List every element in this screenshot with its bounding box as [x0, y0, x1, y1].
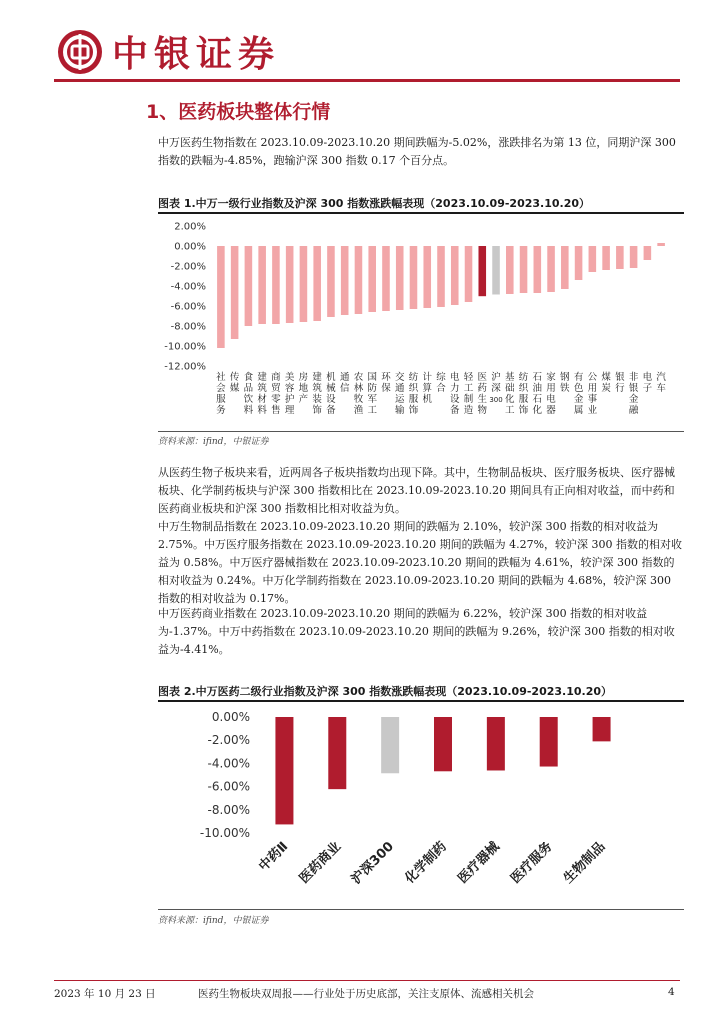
y-tick-label: -12.00%	[164, 361, 206, 373]
bar-中药Ⅱ	[275, 717, 293, 824]
x-tick-label: 环保	[381, 372, 391, 394]
x-tick-label: 电力设备	[450, 372, 460, 416]
bar-沪深300	[381, 717, 399, 773]
paragraph-3: 中万生物制品指数在 2023.10.09-2023.10.20 期间的跌幅为 2.10%，较沪深 300 指数的相对收益为 2.75%。中万医疗服务指数在 2023.10.09-2023.10.20 期间的跌幅为 4.27%，较沪深 300 指数的相对收益为 0.58%。中万医疗器械指数在 2023.10.09-2023.10.20 期间的跌幅为 4.61%，较沪深 300 指数的相对收益为 0.24%。中万化学制药指数在 2023.10.09-2023.10.20 期间的跌幅为 4.68%，较沪深 300 指数的相对收益为 0.17%。	[158, 520, 683, 605]
bar-有色金属	[575, 246, 583, 280]
x-tick-label: 医药生物	[477, 372, 488, 416]
footer-report-title: 医药生物板块双周报——行业处于历史底部，关注支原体、流感相关机会	[198, 988, 534, 1000]
x-tick-label: 家用电器	[546, 372, 556, 416]
x-tick-label: 化学制药	[402, 839, 450, 887]
x-tick-label: 建筑装饰	[312, 372, 322, 416]
bar-食品饮料	[245, 246, 253, 326]
x-tick-label: 煤炭	[601, 372, 611, 394]
bar-非银金融	[630, 246, 638, 268]
x-tick-label: 纺织服饰	[518, 372, 529, 416]
x-tick-label: 生物制品	[561, 839, 609, 887]
bar-医疗器械	[487, 717, 505, 770]
y-tick-label: -4.00%	[207, 756, 250, 771]
x-tick-label: 美容护理	[284, 372, 295, 416]
bar-机械设备	[327, 246, 335, 317]
x-tick-label: 医药商业	[296, 839, 345, 887]
y-tick-label: -6.00%	[170, 301, 206, 313]
bar-家用电器	[547, 246, 555, 292]
y-tick-label: -4.00%	[170, 281, 206, 293]
bar-商贸零售	[272, 246, 280, 324]
x-tick-label: 农林牧渔	[353, 372, 364, 416]
y-tick-label: -8.00%	[170, 321, 206, 333]
bar-生物制品	[593, 717, 611, 741]
y-tick-label: -6.00%	[207, 779, 250, 794]
x-tick-label: 有色金属	[573, 372, 584, 416]
section-title: 1、医药板块整体行情	[146, 101, 331, 123]
bar-传媒	[231, 246, 239, 339]
paragraph-1: 中万医药生物指数在 2023.10.09-2023.10.20 期间跌幅为-5.02%，涨跌排名为第 13 位，同期沪深 300 指数的跌幅为-4.85%，跑输沪深 300 指数 0.17 个百分点。	[158, 136, 676, 167]
x-tick-label: 商贸零售	[271, 372, 281, 416]
x-tick-label: 房地产	[298, 372, 309, 405]
x-tick-label: 基础化工	[505, 372, 515, 416]
bar-电力设备	[451, 246, 459, 305]
bar-沪深300	[492, 246, 500, 295]
x-tick-label: 钢铁	[560, 372, 570, 394]
x-tick-label: 综合	[436, 372, 446, 394]
x-tick-label: 轻工制造	[463, 372, 474, 416]
figure2-source: 资料来源：ifind，中银证券	[158, 916, 269, 926]
bar-电子	[644, 246, 652, 260]
bar-医药商业	[328, 717, 346, 789]
bar-基础化工	[506, 246, 514, 294]
bar-国防军工	[368, 246, 376, 312]
bar-钢铁	[561, 246, 569, 289]
bar-医疗服务	[540, 717, 558, 767]
x-tick-label: 石油石化	[532, 372, 543, 416]
x-tick-label: 社会服务	[216, 372, 226, 416]
x-tick-label: 通信	[339, 372, 350, 394]
bar-公用事业	[589, 246, 597, 272]
x-tick-label: 非银金融	[628, 372, 639, 416]
bar-建筑装饰	[313, 246, 321, 321]
y-tick-label: -2.00%	[170, 261, 206, 273]
bar-医药生物	[478, 246, 486, 296]
x-tick-label: 建筑材料	[257, 372, 267, 416]
y-tick-label: 0.00%	[174, 241, 206, 253]
x-tick-label: 食品饮料	[243, 372, 254, 416]
y-tick-label: 0.00%	[211, 710, 250, 724]
x-tick-label: 汽车	[656, 372, 666, 394]
x-tick-label: 沪深 300	[489, 372, 503, 404]
bar-化学制药	[434, 717, 452, 771]
bar-轻工制造	[465, 246, 473, 302]
x-tick-label: 医疗器械	[455, 839, 503, 887]
figure1-source: 资料来源：ifind，中银证券	[158, 437, 269, 447]
bar-社会服务	[217, 246, 225, 348]
figure2-top-rule	[158, 700, 684, 702]
figure1-top-rule	[158, 212, 684, 214]
bar-纺织服饰	[520, 246, 528, 293]
x-tick-label: 交通运输	[394, 372, 405, 416]
x-tick-label: 公用事业	[587, 372, 598, 416]
paragraph-2: 从医药生物子板块来看，近两周各子板块指数均出现下降。其中，生物制品板块、医疗服务板块、医疗器械板块、化学制药板块与沪深 300 指数相比在 2023.10.09-2023.10.20 期间具有正向相对收益，而中药和医药商业板块和沪深 300 指数相比相对收益为负。	[158, 466, 675, 515]
bar-美容护理	[286, 246, 294, 323]
bar-房地产	[300, 246, 308, 322]
boc-logo-icon	[58, 30, 102, 74]
x-tick-label: 电子	[642, 372, 653, 394]
figure1-bottom-rule	[158, 431, 684, 432]
footer-date: 2023 年 10 月 23 日	[54, 988, 156, 1000]
y-tick-label: -8.00%	[207, 802, 250, 817]
x-tick-label: 计算机	[422, 372, 432, 405]
y-tick-label: -2.00%	[207, 733, 250, 748]
bar-计算机	[423, 246, 431, 308]
bar-纺织服饰	[410, 246, 418, 309]
y-tick-label: -10.00%	[164, 341, 206, 353]
bar-银行	[616, 246, 624, 269]
paragraph-4: 中万医药商业指数在 2023.10.09-2023.10.20 期间的跌幅为 6.22%，较沪深 300 指数的相对收益为-1.37%。中万中药指数在 2023.10.09-2023.10.20 期间的跌幅为 9.26%，较沪深 300 指数的相对收益为-4.41%。	[158, 607, 675, 656]
bar-环保	[382, 246, 390, 311]
bar-综合	[437, 246, 445, 307]
figure2-chart	[158, 703, 684, 908]
brand-name: 中银证券	[112, 34, 281, 75]
figure1-title: 图表 1.中万一级行业指数及沪深 300 指数涨跌幅表现（2023.10.09-2023.10.20）	[158, 197, 591, 210]
bar-交通运输	[396, 246, 404, 310]
header-rule	[54, 79, 680, 82]
bar-煤炭	[602, 246, 610, 270]
figure2-bottom-rule	[158, 909, 684, 910]
bar-农林牧渔	[355, 246, 363, 314]
x-tick-label: 纺织服饰	[408, 372, 419, 416]
x-tick-label: 机械设备	[326, 372, 336, 416]
x-tick-label: 传媒	[229, 372, 240, 394]
figure1-chart	[158, 216, 684, 430]
figure2-title: 图表 2.中万医药二级行业指数及沪深 300 指数涨跌幅表现（2023.10.09-2023.10.20）	[158, 685, 613, 698]
bar-通信	[341, 246, 349, 315]
footer-page-number: 4	[668, 986, 675, 998]
bar-石油石化	[534, 246, 542, 293]
x-tick-label: 国防军工	[367, 372, 377, 416]
bar-汽车	[657, 243, 665, 246]
bar-建筑材料	[258, 246, 266, 324]
y-tick-label: 2.00%	[174, 221, 206, 233]
x-tick-label: 医疗服务	[508, 839, 556, 887]
x-tick-label: 中药Ⅱ	[256, 839, 292, 875]
footer-rule	[54, 980, 680, 981]
y-tick-label: -10.00%	[199, 826, 250, 840]
x-tick-label: 银行	[615, 372, 625, 394]
x-tick-label: 沪深300	[348, 839, 397, 888]
